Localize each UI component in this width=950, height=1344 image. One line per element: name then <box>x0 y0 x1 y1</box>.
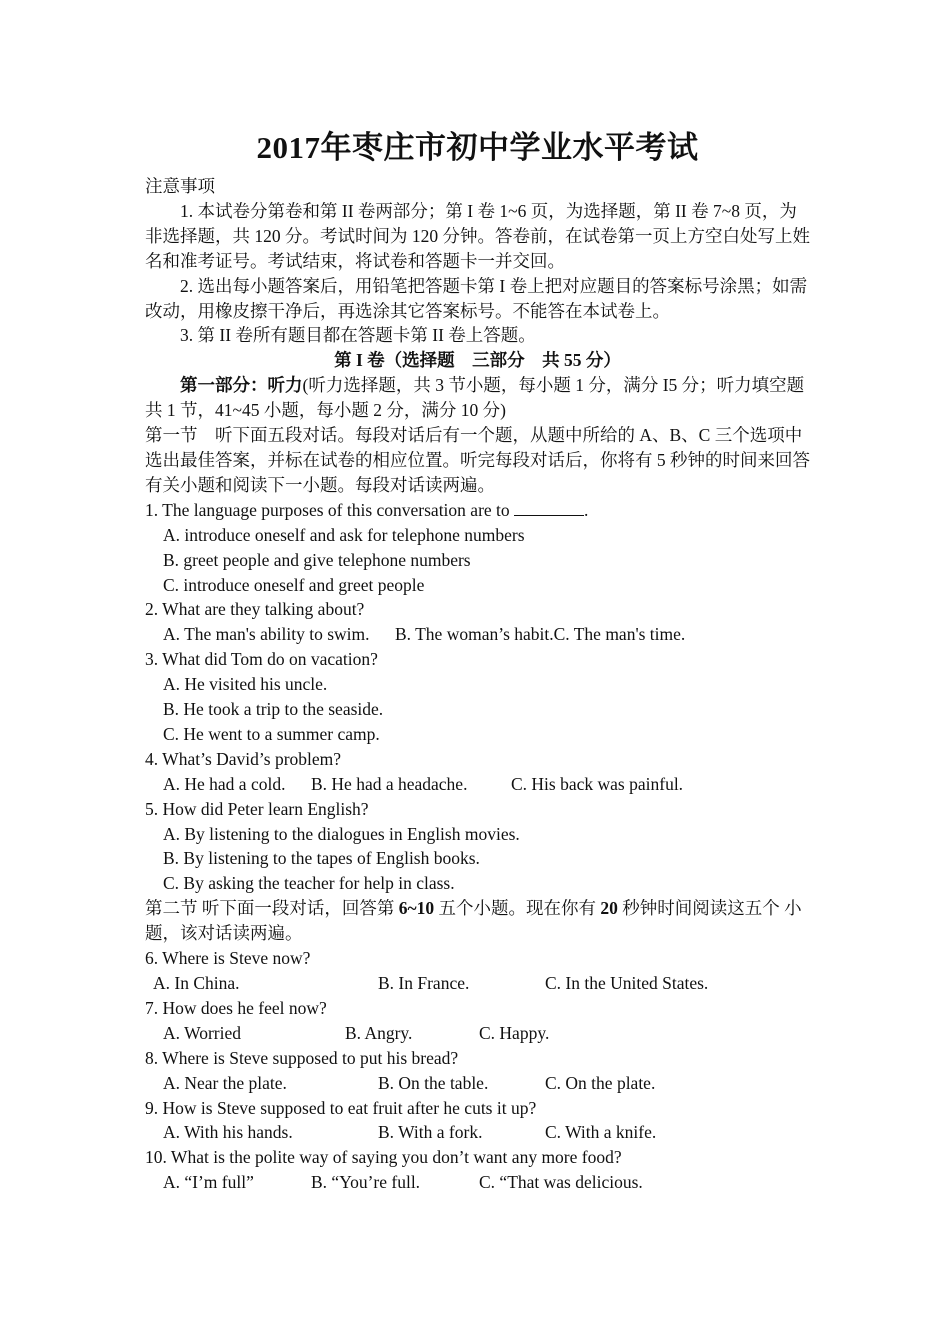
question-4-option-c: C. His back was painful. <box>511 773 684 794</box>
question-3-option-c: C. He went to a summer camp. <box>163 723 380 744</box>
question-7-option-a: A. Worried <box>163 1022 241 1043</box>
question-10-option-b: B. “You’re full. <box>311 1172 421 1193</box>
question-6-option-b: B. In France. <box>378 973 470 993</box>
question-8-stem: 8. Where is Steve supposed to put his bread? <box>145 1047 459 1068</box>
question-7-stem: 7. How does he feel now? <box>145 997 327 1018</box>
question-8-option-b: B. On the table. <box>378 1072 489 1093</box>
question-9-options <box>145 1120 810 1145</box>
question-10-option-c: C. “That was delicious. <box>479 1172 643 1193</box>
section-2-text-pre: 第二节 听下面一段对话，回答第 <box>145 898 399 919</box>
question-9-stem: 9. How is Steve supposed to eat fruit after he cuts it up? <box>145 1097 537 1118</box>
question-1-option-a: A. introduce oneself and ask for telephone numbers <box>163 524 525 545</box>
question-4-options <box>145 772 810 797</box>
question-5-option-c: C. By asking the teacher for help in class. <box>163 873 455 894</box>
exam-page <box>145 128 810 1195</box>
question-6-stem: 6. Where is Steve now? <box>145 948 311 969</box>
question-10-option-a: A. “I’m full” <box>163 1172 254 1193</box>
question-4-option-b: B. He had a headache. <box>311 773 468 794</box>
question-1-option-b: B. greet people and give telephone numbers <box>163 549 471 570</box>
question-8-options <box>145 1071 810 1096</box>
question-6-option-a: A. In China. <box>153 973 240 993</box>
notice-item-1: 1. 本试卷分第卷和第 II 卷两部分；第 I 卷 1~6 页，为选择题，第 II 卷 7~8 页，为非选择题，共 120 分。考试时间为 120 分钟。答卷前，在试卷第一页上方空白处写上姓名和准考证号。考试结束，将试卷和答题卡一并交回。 <box>145 200 810 271</box>
question-2-stem: 2. What are they talking about? <box>145 599 365 620</box>
question-2-option-a: A. The man's ability to swim. <box>163 624 370 645</box>
section-2-instructions <box>145 896 810 946</box>
question-7-options <box>145 1021 810 1046</box>
question-1 <box>145 498 810 523</box>
part-1-label: 第一部分：听力 <box>180 375 303 396</box>
question-1-option-c: C. introduce oneself and greet people <box>163 574 425 595</box>
question-5-stem: 5. How did Peter learn English? <box>145 798 369 819</box>
notice-heading: 注意事项 <box>145 176 215 196</box>
section-2-text-post: 秒钟时间阅读这五个 小题，该对话读两遍。 <box>145 898 802 944</box>
section-2-text-mid: 五个小题。现在你有 <box>434 898 601 919</box>
notice-item-2: 2. 选出每小题答案后，用铅笔把答题卡第 I 卷上把对应题目的答案标号涂黑；如需改动，用橡皮擦干净后，再选涂其它答案标号。不能答在本试卷上。 <box>145 275 808 321</box>
section-2-seconds: 20 <box>600 898 618 919</box>
question-3-option-b: B. He took a trip to the seaside. <box>163 699 384 720</box>
question-7-option-b: B. Angry. <box>345 1022 413 1043</box>
question-5-option-b: B. By listening to the tapes of English books. <box>163 848 480 869</box>
question-8-option-c: C. On the plate. <box>545 1072 656 1093</box>
question-2-options <box>145 622 810 647</box>
question-10-stem: 10. What is the polite way of saying you don’t want any more food? <box>145 1147 622 1168</box>
section-2-range: 6~10 <box>398 898 435 919</box>
part-1-intro <box>145 373 810 423</box>
question-10-options <box>145 1170 810 1195</box>
question-5-option-a: A. By listening to the dialogues in English movies. <box>163 823 520 844</box>
volume-1-heading: 第 I 卷（选择题 三部分 共 55 分） <box>334 350 621 371</box>
question-2-option-c: C. The man's time. <box>553 624 686 645</box>
question-3-stem: 3. What did Tom do on vacation? <box>145 649 378 670</box>
notice-item-3: 3. 第 II 卷所有题目都在答题卡第 II 卷上答题。 <box>180 325 536 346</box>
question-3-option-a: A. He visited his uncle. <box>163 674 328 695</box>
section-1-instructions: 第一节 听下面五段对话。每段对话后有一个题，从题中所给的 A、B、C 三个选项中 选出最佳答案，并标在试卷的相应位置。听完每段对话后，你将有 5 秒钟的时间来回答有关小题和阅读下一小题。每段对话读两遍。 <box>145 425 810 495</box>
question-6-option-c: C. In the United States. <box>545 973 709 993</box>
exam-title: 2017年枣庄市初中学业水平考试 <box>256 130 699 165</box>
question-9-option-c: C. With a knife. <box>545 1122 657 1143</box>
answer-blank <box>514 499 584 516</box>
question-8-option-a: A. Near the plate. <box>163 1072 287 1093</box>
question-4-stem: 4. What’s David’s problem? <box>145 748 342 769</box>
question-1-stem: 1. The language purposes of this conversation are to <box>145 499 510 520</box>
question-9-option-a: A. With his hands. <box>163 1122 293 1143</box>
question-9-option-b: B. With a fork. <box>378 1122 483 1143</box>
question-1-end: . <box>584 499 589 520</box>
question-4-option-a: A. He had a cold. <box>163 773 286 794</box>
question-6-options <box>145 971 810 996</box>
question-2-option-b: B. The woman’s habit. <box>395 624 554 645</box>
part-1-desc: (听力选择题，共 3 节小题，每小题 1 分，满分 I5 分；听力填空题 共 1 节，41~45 小题，每小题 2 分，满分 10 分) <box>145 375 805 421</box>
question-7-option-c: C. Happy. <box>479 1022 550 1043</box>
